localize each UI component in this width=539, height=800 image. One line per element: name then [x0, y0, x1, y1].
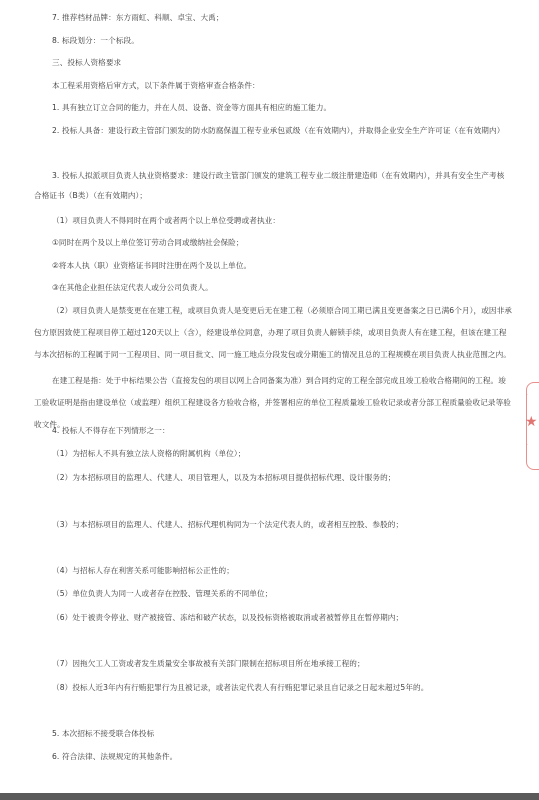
- exclusion-3: （3）与本招标项目的监理人、代建人、招标代理机构同为一个法定代表人的，或者相互控股、参股的；: [52, 520, 404, 529]
- page-bottom-bar: [0, 793, 539, 800]
- requirement-3-item-2: （2）项目负责人是禁变更在在建工程，或项目负责人是变更后无在建工程（必须原合同工期已满且变更备案之日已满6个月），或因非承包方原因致使工程项目停工超过120天以上（含），经建设单位同意，办理了项目负责人解锁手续，或项目负责人有在建工程，但该在建工程与本次招标的工程属于同一工程项目、同一项目批文、同一施工地点分段发包或分期施工的情况且总的工程规模在项目负责人执业范围之内。: [34, 306, 512, 359]
- requirement-5: 5. 本次招标不接受联合体投标: [52, 729, 155, 738]
- red-seal-stamp: · ★ ·: [524, 380, 539, 470]
- exclusion-8: （8）投标人近3年内有行贿犯罪行为且被记录，或者法定代表人有行贿犯罪记录且自记录之日起未超过5年的。: [52, 683, 429, 692]
- requirement-3: 3. 投标人拟派项目负责人执业资格要求：建设行政主管部门颁发的建筑工程专业二级注册建造师（在有效期内），并具有安全生产考核合格证书（B类）（在有效期内）；: [34, 171, 505, 200]
- section-heading-qualification: 三、投标人资格要求: [52, 58, 122, 67]
- exclusion-2: （2）为本招标项目的监理人、代建人、项目管理人，以及为本招标项目提供招标代理、设计服务的；: [52, 473, 396, 482]
- requirement-3-item-1: （1）项目负责人不得同时在两个或者两个以上单位受聘或者执业：: [52, 216, 281, 225]
- requirement-3-item-1a: ①同时在两个及以上单位签订劳动合同或缴纳社会保险；: [52, 238, 244, 247]
- in-progress-project-definition: 在建工程是指：处于中标结果公告（直接发包的项目以网上合同备案为准）到合同约定的工程全部完成且竣工验收合格期间的工程。竣工验收证明是指由建设单位（或监理）组织工程建设各方验收合格，并签署相应的单位工程质量竣工验收记录或者分部工程质量验收记录等验收文件。: [34, 376, 512, 429]
- requirement-4-heading: 4. 投标人不得存在下列情形之一：: [52, 426, 170, 435]
- post-qualification-intro: 本工程采用资格后审方式，以下条件属于资格审查合格条件：: [52, 81, 260, 90]
- exclusion-4: （4）与招标人存在利害关系可能影响招标公正性的；: [52, 566, 234, 575]
- requirement-3-item-1b: ②将本人执（职）业资格证书同时注册在两个及以上单位。: [52, 261, 252, 270]
- requirement-6: 6. 符合法律、法规规定的其他条件。: [52, 752, 178, 761]
- requirement-2: 2. 投标人具备：建设行政主管部门颁发的防水防腐保温工程专业承包贰级（在有效期内），并取得企业安全生产许可证（在有效期内）: [52, 126, 505, 135]
- exclusion-7: （7）因拖欠工人工资或者发生质量安全事故被有关部门限制在招标项目所在地承接工程的；: [52, 659, 365, 668]
- exclusion-6: （6）处于被责令停业、财产被接管、冻结和破产状态，以及投标资格被取消或者被暂停且在暂停期内；: [52, 613, 404, 622]
- requirement-3-item-1c: ③在其他企业担任法定代表人或分公司负责人。: [52, 283, 213, 292]
- exclusion-1: （1）为招标人不具有独立法人资格的附属机构（单位）；: [52, 449, 246, 458]
- tender-section-line: 8. 标段划分：一个标段。: [52, 36, 139, 45]
- brand-recommendation-line: 7. 推荐档材品牌：东方雨虹、科顺、卓宝、大禹；: [52, 13, 224, 22]
- requirement-1: 1. 具有独立订立合同的能力，并在人员、设备、资金等方面具有相应的施工能力。: [52, 103, 332, 112]
- exclusion-5: （5）单位负责人为同一人或者存在控股、管理关系的不同单位；: [52, 589, 273, 598]
